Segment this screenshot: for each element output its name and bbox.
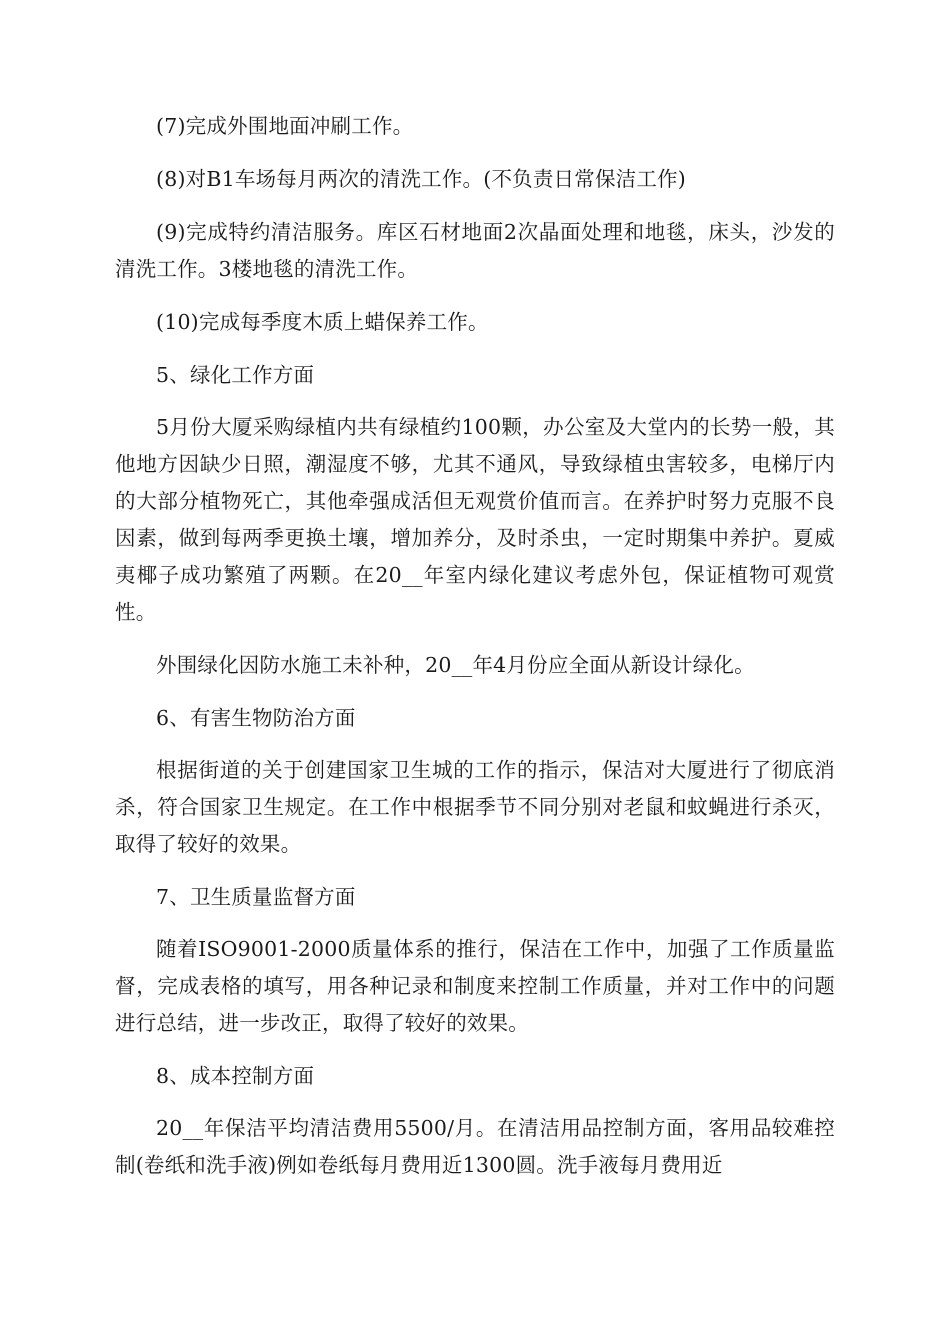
- quality-paragraph: 随着ISO9001-2000质量体系的推行，保洁在工作中，加强了工作质量监督，完成表格的填写，用各种记录和制度来控制工作质量，并对工作中的问题进行总结，进一步改正，取得了较好的效果。: [115, 937, 835, 1035]
- section-heading-pest-control: 6、有害生物防治方面: [156, 706, 356, 730]
- list-item-7: (7)完成外围地面冲刷工作。: [156, 114, 414, 138]
- greening-paragraph-2: 外围绿化因防水施工未补种，20__年4月份应全面从新设计绿化。: [156, 653, 755, 677]
- document-body: [115, 108, 835, 1200]
- section-heading-quality: 7、卫生质量监督方面: [156, 885, 356, 909]
- list-item-10: (10)完成每季度木质上蜡保养工作。: [156, 310, 489, 334]
- pest-control-paragraph: 根据街道的关于创建国家卫生城的工作的指示，保洁对大厦进行了彻底消杀，符合国家卫生规定。在工作中根据季节不同分别对老鼠和蚊蝇进行杀灭，取得了较好的效果。: [115, 758, 835, 856]
- greening-paragraph-1: 5月份大厦采购绿植内共有绿植约100颗，办公室及大堂内的长势一般，其他地方因缺少日照，潮湿度不够，尤其不通风，导致绿植虫害较多，电梯厅内的大部分植物死亡，其他牵强成活但无观赏价值而言。在养护时努力克服不良因素，做到每两季更换土壤，增加养分，及时杀虫，一定时期集中养护。夏威夷椰子成功繁殖了两颗。在20__年室内绿化建议考虑外包，保证植物可观赏性。: [115, 415, 835, 624]
- list-item-9: (9)完成特约清洁服务。库区石材地面2次晶面处理和地毯，床头，沙发的清洗工作。3楼地毯的清洗工作。: [115, 220, 835, 281]
- list-item-8: (8)对B1车场每月两次的清洗工作。(不负责日常保洁工作): [156, 167, 686, 191]
- section-heading-greening: 5、绿化工作方面: [156, 363, 315, 387]
- cost-paragraph: 20__年保洁平均清洁费用5500/月。在清洁用品控制方面，客用品较难控制(卷纸和洗手液)例如卷纸每月费用近1300圆。洗手液每月费用近: [115, 1116, 835, 1177]
- section-heading-cost: 8、成本控制方面: [156, 1064, 315, 1088]
